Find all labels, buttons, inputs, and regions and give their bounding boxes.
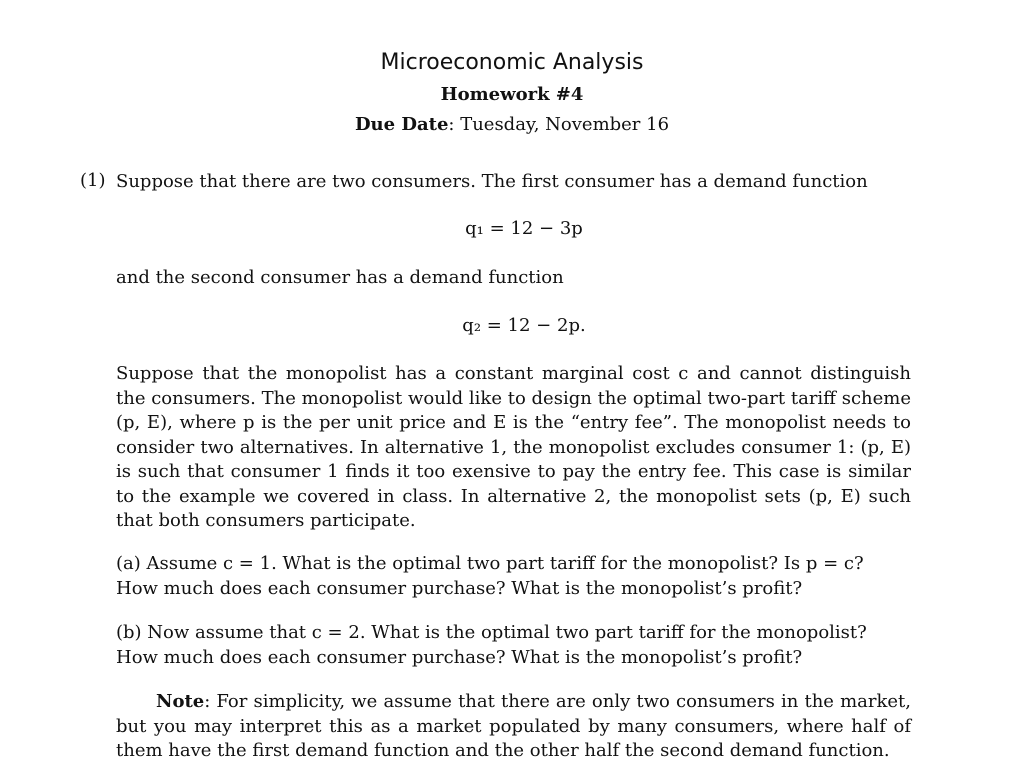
homework-title: Homework #4	[440, 84, 584, 105]
second-consumer-intro: and the second consumer has a demand function	[116, 267, 564, 288]
problem-number: (1)	[80, 170, 106, 191]
note-label: Note	[156, 691, 205, 712]
due-date-line	[0, 114, 1024, 135]
due-date-value: : Tuesday, November 16	[448, 114, 670, 135]
course-title: Microeconomic Analysis	[380, 50, 644, 75]
part-a-question: (a) Assume c = 1. What is the optimal two part tariff for the monopolist? Is p = c? How much does each consumer purchase? What is the monopolist’s profit?	[116, 553, 864, 599]
demand-equation-1: q₁ = 12 − 3p	[465, 218, 583, 239]
problem-intro: Suppose that there are two consumers. The first consumer has a demand function	[116, 171, 868, 192]
due-date-label: Due Date	[354, 114, 449, 135]
note-text: : For simplicity, we assume that there are only two consumers in the market, but you may interpret this as a market populated by many consumers, where half of them have the first demand function and the other half the second demand function.	[116, 691, 911, 761]
problem-paragraph: Suppose that the monopolist has a constant marginal cost c and cannot distinguish the consumers. The monopolist would like to design the optimal two-part tariff scheme (p, E), where p is the per unit price and E is the “entry fee”. The monopolist needs to consider two alternatives. In alternative 1, the monopolist excludes consumer 1: (p, E) is such that consumer 1 finds it too exensive to pay the entry fee. This case is similar to the example we covered in class. In alternative 2, the monopolist sets (p, E) such that both consumers participate.	[116, 363, 911, 531]
note-paragraph	[116, 690, 911, 764]
part-b-question: (b) Now assume that c = 2. What is the optimal two part tariff for the monopolist? How much does each consumer purchase? What is the monopolist’s profit?	[116, 622, 867, 668]
demand-equation-2: q₂ = 12 − 2p.	[462, 315, 586, 336]
